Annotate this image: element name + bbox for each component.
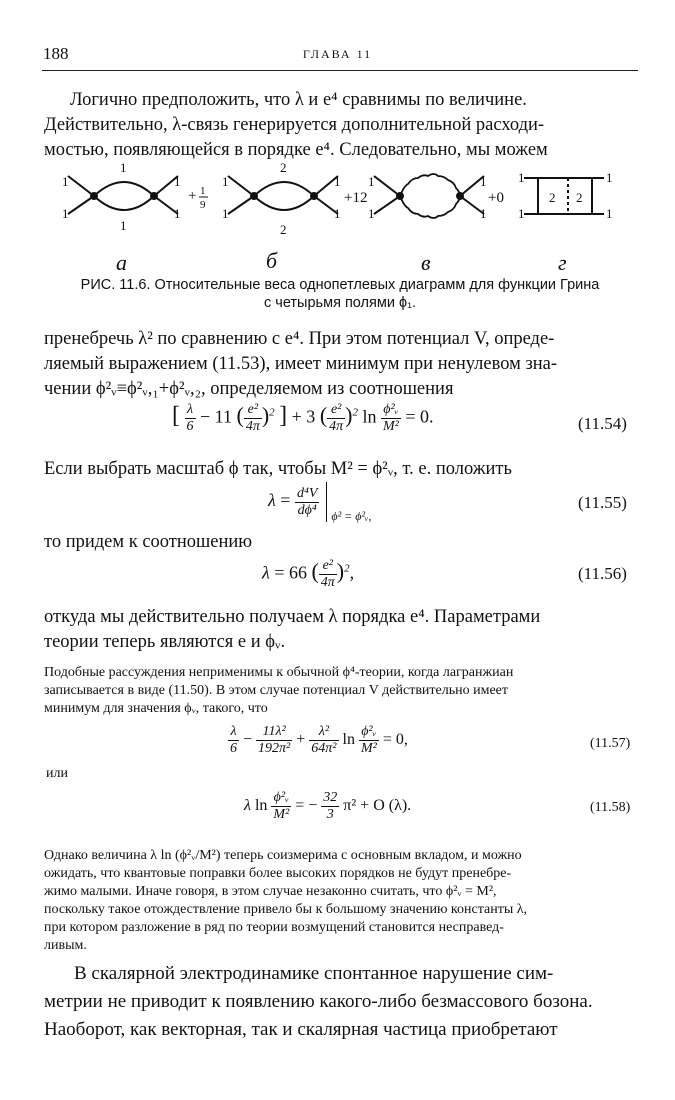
small-line: поскольку такое отождествление привело бы к большому значению константы λ,: [44, 902, 528, 917]
small-line: Однако величина λ ln (ϕ²ᵥ/M²) теперь соизмерима с основным вкладом, и можно: [44, 848, 522, 863]
svg-text:1: 1: [62, 206, 69, 221]
small-line: Подобные рассуждения неприменимы к обычной ϕ⁴-теории, когда лагранжиан: [44, 665, 514, 680]
svg-text:1: 1: [120, 160, 127, 175]
equation-11-56: λ = 66 ( $\frac{\text{e²}}{4\pi}$ )$^2$,: [262, 558, 355, 590]
caption-line: с четырьмя полями ϕ₁.: [264, 295, 416, 311]
svg-text:+: +: [188, 188, 197, 204]
paragraph-5: [44, 605, 636, 655]
small-line: ожидать, что квантовые поправки более высоких порядков не будут пренебре-: [44, 866, 512, 881]
svg-text:1: 1: [480, 174, 487, 189]
svg-text:1: 1: [368, 174, 375, 189]
page-number: 188: [43, 44, 69, 63]
svg-text:1: 1: [62, 174, 69, 189]
svg-text:1: 1: [334, 206, 341, 221]
figure-label-a: а: [116, 250, 127, 275]
equation-11-57: $\frac{\lambda}{6}$ − $\frac{\text{11λ²}}{\text{192π²}}$ + $\frac{\text{λ²}}{\text{64π²}}$ ln $\frac{\text{ϕ²ᵥ}}{\text{M²}}$ = 0,: [230, 724, 408, 756]
equation-number: (11.54): [578, 414, 627, 433]
equation-number: (11.58): [590, 800, 631, 815]
feynman-diagrams: [60, 158, 620, 270]
paragraph-line: откуда мы действительно получаем λ порядка e⁴. Параметрами: [44, 607, 541, 627]
word-or: или: [46, 766, 68, 781]
paragraph-6: [44, 960, 636, 1044]
equation-11-54: [ $\frac{\lambda}{6}$ − 11 ( $\frac{\text{e²}}{4\pi}$ )$^2$ ] + 3 ( $\frac{\text{e²}}{4\pi}$ )$^2$ ln $\frac{\text{ϕ²ᵥ}}{\text{M²}}$ = 0.: [172, 402, 434, 434]
paragraph-line: метрии не приводит к появлению какого-либо безмассового бозона.: [44, 991, 593, 1012]
paragraph-line: пренебречь λ² по сравнению с e⁴. При этом потенциал V, опреде-: [44, 329, 555, 349]
svg-text:1: 1: [222, 174, 229, 189]
chapter-header: ГЛАВА 11: [302, 47, 373, 61]
diagram-b: [222, 160, 341, 237]
svg-text:+0: +0: [488, 190, 504, 206]
equation-number: (11.56): [578, 564, 627, 583]
paragraph-line: Логично предположить, что λ и e⁴ сравнимы по величине.: [70, 90, 527, 110]
svg-text:2: 2: [280, 160, 287, 175]
small-line: ливым.: [44, 938, 87, 953]
small-line: записывается в виде (11.50). В этом случае потенциал V действительно имеет: [44, 683, 509, 698]
svg-text:2: 2: [549, 190, 556, 205]
caption-line: РИС. 11.6. Относительные веса однопетлевых диаграмм для функции Грина: [80, 277, 600, 293]
svg-text:1: 1: [368, 206, 375, 221]
svg-text:1: 1: [174, 206, 181, 221]
figure-label-g: г: [558, 250, 567, 275]
small-text-2: [44, 847, 636, 955]
svg-text:1: 1: [334, 174, 341, 189]
paragraph-line: Наоборот, как векторная, так и скалярная частица приобретают: [44, 1019, 558, 1040]
figure-label-b: б: [266, 248, 278, 273]
paragraph-line: теории теперь являются e и ϕᵥ.: [44, 632, 286, 652]
small-line: при котором разложение в ряд по теории возмущений становится несправед-: [44, 920, 504, 935]
svg-text:1: 1: [606, 170, 613, 185]
svg-text:+12: +12: [344, 190, 368, 206]
equation-number: (11.57): [590, 736, 631, 751]
svg-text:1: 1: [518, 206, 525, 221]
diagram-v: [368, 174, 487, 221]
svg-text:1: 1: [606, 206, 613, 221]
figure-caption: [44, 276, 636, 312]
svg-text:2: 2: [280, 222, 287, 237]
equation-number: (11.55): [578, 493, 627, 512]
figure-label-v: в: [421, 250, 431, 275]
header-rule: [42, 70, 638, 71]
paragraph-line: чении ϕ²ᵥ≡ϕ²ᵥ,₁+ϕ²ᵥ,₂, определяемом из соотношения: [44, 379, 454, 399]
small-line: жимо малыми. Иначе говоря, в этом случае незаконно считать, что ϕ²ᵥ = M²,: [44, 884, 497, 899]
svg-text:1: 1: [222, 206, 229, 221]
paragraph-line: В скалярной электродинамике спонтанное нарушение сим-: [74, 963, 554, 984]
paragraph-2: [44, 327, 636, 402]
svg-text:2: 2: [576, 190, 583, 205]
equation-11-58: λ ln $\frac{\text{ϕ²ᵥ}}{\text{M²}}$ = − $\frac{32}{3}$ π² + O (λ).: [244, 790, 412, 822]
small-line: минимум для значения ϕᵥ, такого, что: [44, 701, 268, 716]
paragraph-line: мостью, появляющейся в порядке e⁴. Следовательно, мы можем: [44, 140, 548, 160]
paragraph-line: Действительно, λ-связь генерируется дополнительной расходи-: [44, 115, 545, 135]
svg-text:9: 9: [200, 199, 206, 211]
svg-text:1: 1: [518, 170, 525, 185]
svg-text:1: 1: [120, 218, 127, 233]
paragraph-3: Если выбрать масштаб ϕ так, чтобы M² = ϕ²ᵥ, т. е. положить: [44, 459, 512, 479]
paragraph-4: то придем к соотношению: [44, 532, 253, 552]
small-text-1: [44, 664, 636, 718]
diagram-g: [518, 170, 613, 221]
svg-text:1: 1: [174, 174, 181, 189]
svg-text:1: 1: [200, 185, 206, 197]
svg-text:1: 1: [480, 206, 487, 221]
paragraph-1: [44, 88, 636, 163]
diagram-a: [62, 160, 181, 233]
equation-11-55: λ = $\frac{\text{d⁴V}}{\text{dϕ⁴}}$ $_{\phi^2 = \phi^2ᵥ,}$: [268, 482, 371, 524]
paragraph-line: ляемый выражением (11.53), имеет минимум при ненулевом зна-: [44, 354, 558, 374]
